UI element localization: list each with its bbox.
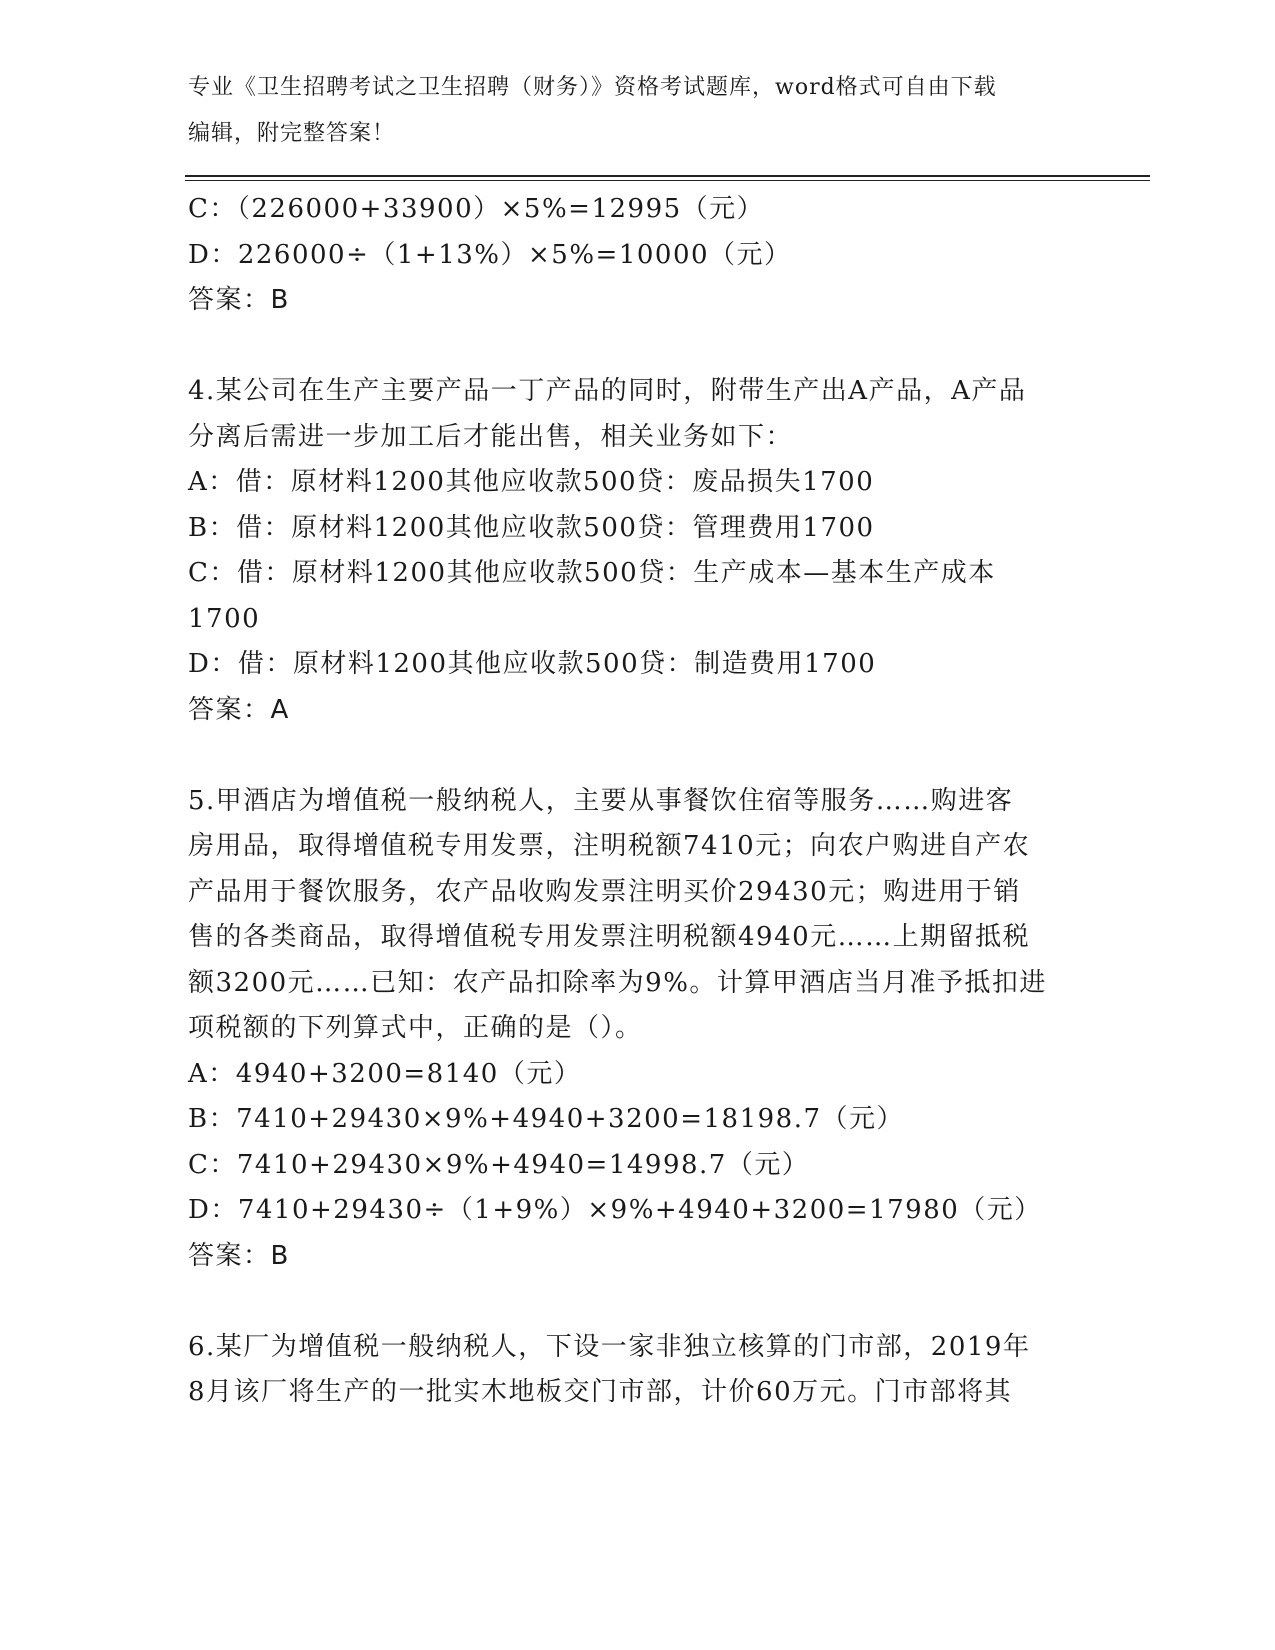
header-divider-thick (185, 175, 1150, 177)
option-c: C：借：原材料1200其他应收款500贷：生产成本—基本生产成本 (188, 558, 996, 588)
question-4 (188, 369, 1088, 733)
question-stem: 4.某公司在生产主要产品一丁产品的同时，附带生产出A产品，A产品 (188, 376, 1027, 406)
option-b: B：借：原材料1200其他应收款500贷：管理费用1700 (188, 512, 875, 543)
question-6 (188, 1325, 1088, 1416)
header-line-1: 专业《卫生招聘考试之卫生招聘（财务）》资格考试题库，word格式可自由下载 (188, 75, 997, 100)
question-stem: 8月该厂将生产的一批实木地板交门市部，计价60万元。门市部将其 (188, 1377, 1013, 1407)
header-line-2: 编辑，附完整答案！ (188, 120, 396, 146)
spacer (188, 324, 1088, 370)
answer: 答案：B (188, 1240, 290, 1271)
option-b: B：7410+29430×9%+4940+3200=18198.7（元） (188, 1104, 905, 1134)
option-d: D：7410+29430÷（1+9%）×9%+4940+3200=17980（元） (188, 1195, 1042, 1225)
question-5 (188, 779, 1088, 1280)
answer: 答案：B (188, 285, 290, 315)
spacer (188, 1279, 1088, 1325)
question-stem: 分离后需进一步加工后才能出售，相关业务如下： (188, 421, 794, 452)
question-stem: 6.某厂为增值税一般纳税人，下设一家非独立核算的门市部，2019年 (188, 1331, 1031, 1362)
document-header (188, 72, 1088, 163)
question-stem: 房用品，取得增值税专用发票，注明税额7410元；向农户购进自产农 (188, 831, 1031, 861)
question-stem: 产品用于餐饮服务，农产品收购发票注明买价29430元；购进用于销 (188, 876, 1021, 907)
question-stem: 售的各类商品，取得增值税专用发票注明税额4940元……上期留抵税 (188, 922, 1031, 952)
option-c-continued: 1700 (188, 603, 261, 634)
option-c: C：（226000+33900）×5%=12995（元） (188, 194, 765, 224)
option-c: C：7410+29430×9%+4940=14998.7（元） (188, 1149, 810, 1180)
header-divider-thin (185, 180, 1150, 181)
question-stem: 额3200元……已知：农产品扣除率为9%。计算甲酒店当月准予抵扣进 (188, 967, 1047, 998)
spacer (188, 733, 1088, 779)
document-body (188, 187, 1088, 1416)
question-stem: 项税额的下列算式中，正确的是（）。 (188, 1013, 643, 1043)
option-a: A：4940+3200=8140（元） (188, 1058, 582, 1089)
option-d: D：226000÷（1+13%）×5%=10000（元） (188, 239, 792, 270)
answer: 答案：A (188, 694, 290, 725)
question-stem: 5.甲酒店为增值税一般纳税人，主要从事餐饮住宿等服务……购进客 (188, 785, 1014, 816)
option-d: D：借：原材料1200其他应收款500贷：制造费用1700 (188, 649, 877, 679)
question-3-remainder (188, 187, 1088, 324)
option-a: A：借：原材料1200其他应收款500贷：废品损失1700 (188, 467, 875, 497)
